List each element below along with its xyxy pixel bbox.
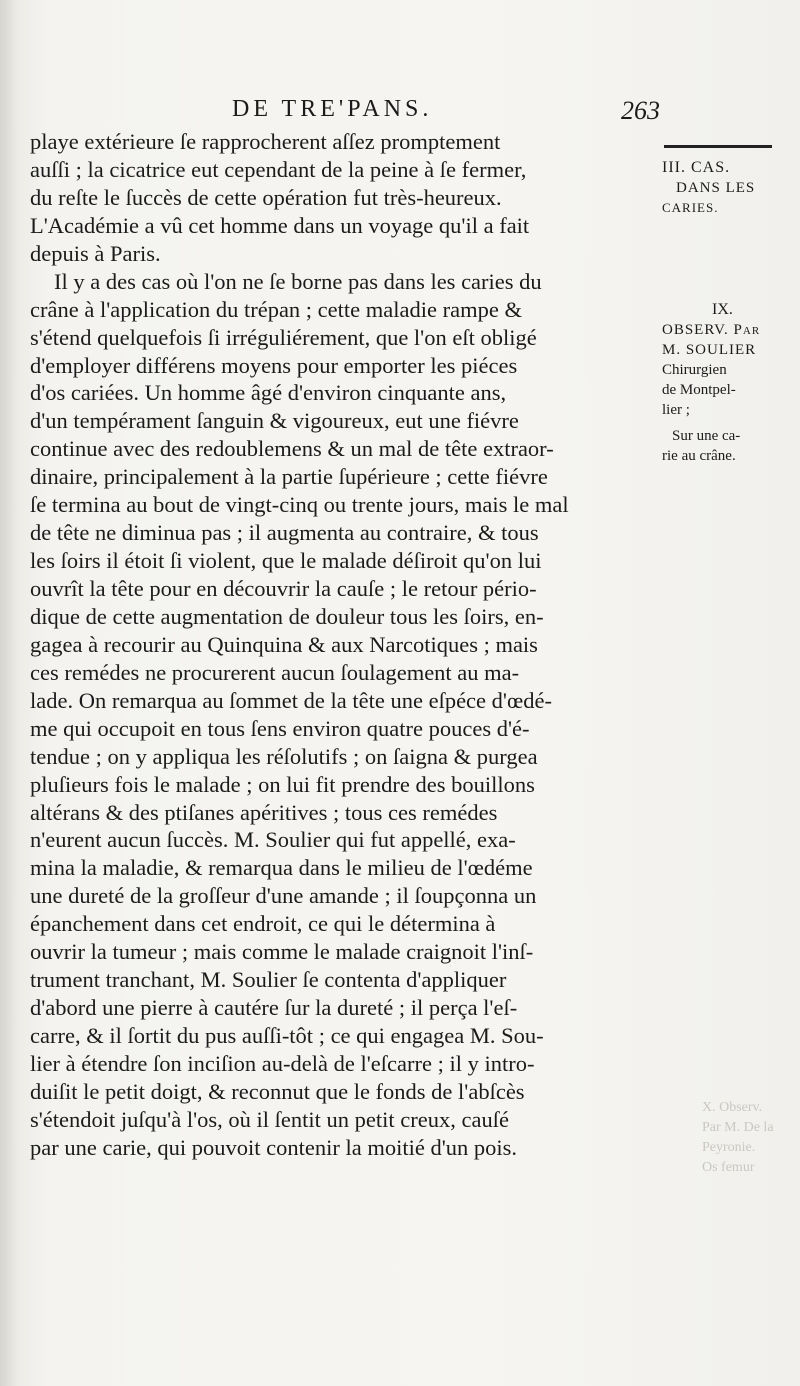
text-line: ſe termina au bout de vingt-cinq ou trente jours, mais le mal [30,492,569,518]
text-line: L'Académie a vû cet homme dans un voyage qu'il a fait [30,212,530,238]
text-line: du reſte le ſuccès de cette opération fut très-heureux. [30,184,502,210]
margin-note-line: lier ; [662,402,690,418]
text-line: dique de cette augmentation de douleur tous les ſoirs, en- [30,603,544,629]
text-line: d'un tempérament ſanguin & vigoureux, eut une fiévre [30,408,519,434]
margin-note-line: Chirurgien [662,362,727,378]
page-number: 263 [621,96,660,125]
margin-rule [664,145,772,148]
bleed-through-line: Os femur [702,1160,755,1175]
text-line: dinaire, principalement à la partie ſupérieure ; cette fiévre [30,464,548,490]
text-line: altérans & des ptiſanes apéritives ; tous ces remédes [30,799,498,825]
text-line: pluſieurs fois le malade ; on lui fit prendre des bouillons [30,771,535,797]
text-line: d'os cariées. Un homme âgé d'environ cinquante ans, [30,380,507,406]
text-line: crâne à l'application du trépan ; cette maladie rampe & [30,296,522,322]
margin-note-line: M. SOULIER [662,342,757,358]
margin-note-observation [662,300,794,466]
text-line: ouvrir la tumeur ; mais comme le malade craignoit l'inſ- [30,939,534,965]
margin-note-line: de Montpel- [662,382,736,398]
text-line: mina la maladie, & remarqua dans le milieu de l'œdéme [30,855,533,881]
text-line: une dureté de la groſſeur d'une amande ; il ſoupçonna un [30,883,537,909]
bleed-through-line: X. Observ. [702,1100,763,1115]
text-line: ces remédes ne procurerent aucun ſoulagement au ma- [30,659,520,685]
text-line: les ſoirs il étoit ſi violent, que le malade déſiroit qu'on lui [30,548,542,574]
margin-note-line: Sur une ca- [672,428,741,444]
text-line: s'étend quelquefois ſi irréguliérement, que l'on eſt obligé [30,324,537,350]
text-line: ouvrît la tête pour en découvrir la cauſe ; le retour pério- [30,576,537,601]
text-line: d'employer différens moyens pour emporter les piéces [30,352,518,378]
text-line: lier à étendre ſon inciſion au-delà de l'eſcarre ; il y intro- [30,1050,535,1076]
text-line: continue avec des redoublemens & un mal de tête extraor- [30,436,554,462]
body-text [30,128,658,1162]
margin-note-line: rie au crâne. [662,448,736,464]
bleed-through-line: Peyronie. [702,1140,756,1155]
text-line: carre, & il ſortit du pus auſſi-tôt ; ce qui engagea M. Sou- [30,1023,544,1048]
margin-note-line: OBSERV. Par [662,322,761,338]
text-line: s'étendoit juſqu'à l'os, où il ſentit un petit creux, cauſé [30,1106,509,1132]
margin-note-case [662,158,794,218]
margin-note-line: CARIES. [662,200,719,215]
running-head [160,96,660,132]
bleed-through-text [702,1098,774,1178]
text-line: par une carie, qui pouvoit contenir la moitié d'un pois. [30,1134,518,1160]
text-line: depuis à Paris. [30,240,161,266]
gutter-shadow [0,0,18,1386]
text-line: trument tranchant, M. Soulier ſe contenta d'appliquer [30,967,507,993]
text-line: n'eurent aucun ſuccès. M. Soulier qui fut appellé, exa- [30,827,516,853]
text-line: auſſi ; la cicatrice eut cependant de la peine à ſe fermer, [30,156,527,182]
text-line: de tête ne diminua pas ; il augmenta au contraire, & tous [30,520,539,546]
margin-note-line: DANS LES [676,180,756,196]
text-line: duiſit le petit doigt, & reconnut que le fonds de l'abſcès [30,1078,525,1104]
text-line: playe extérieure ſe rapprocherent aſſez promptement [30,129,501,154]
text-line: tendue ; on y appliqua les réſolutifs ; on ſaigna & purgea [30,743,538,769]
running-head-title: DE TRE'PANS. [232,96,433,122]
text-line: lade. On remarqua au ſommet de la tête une eſpéce d'œdé- [30,687,552,713]
text-line: Il y a des cas où l'on ne ſe borne pas dans les caries du [54,268,542,294]
text-line: d'abord une pierre à cautére ſur la dureté ; il perça l'eſ- [30,995,518,1021]
text-line: me qui occupoit en tous ſens environ quatre pouces d'é- [30,715,530,741]
margin-note-line: III. CAS. [662,159,731,176]
margin-note-line: IX. [712,301,733,318]
bleed-through-line: Par M. De la [702,1120,774,1135]
text-line: épanchement dans cet endroit, ce qui le détermina à [30,911,496,937]
text-line: gagea à recourir au Quinquina & aux Narcotiques ; mais [30,631,538,657]
